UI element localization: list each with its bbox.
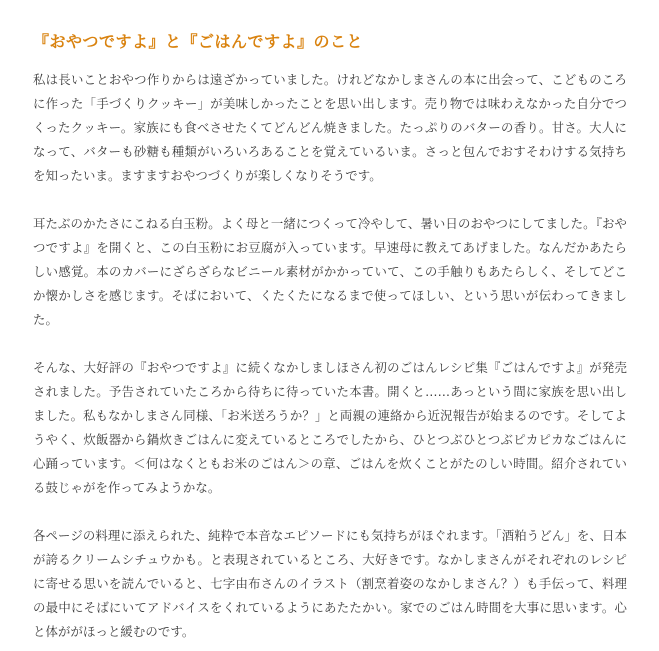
- paragraph-gohan-desuyo: そんな、大好評の『おやつですよ』に続くなかしましほさん初のごはんレシピ集『ごはんですよ』が発売されました。予告されていたころから待ちに待っていた本書。開くと……あっという間に家族を思い出しました。私もなかしまさん同様、「お米送ろうか？」と両親の連絡から近況報告が始まるのです。そしてようやく、炊飯器から鍋炊きごはんに変えているところでしたから、ひとつぶひとつぶピカピカなごはんに心踊っています。＜何はなくともお米のごはん＞の章、ごはんを炊くことがたのしい時間。紹介されている鼓じゃがを作ってみようかな。: [33, 360, 627, 495]
- paragraph-episodes: 各ページの料理に添えられた、純粋で本音なエピソードにも気持ちがほぐれます。「酒粕うどん」を、日本が誇るクリームシチュウかも。と表現されているところ、大好きです。なかしまさんがそれぞれのレシピに寄せる思いを読んでいると、七字由布さんのイラスト（割烹着姿のなかしまさん？）も手伝って、料理の最中にそばにいてアドバイスをくれているようにあたたかい。家でのごはん時間を大事に思います。心と体ががほっと緩むのです。: [33, 528, 627, 639]
- article: [33, 30, 627, 644]
- paragraph-shiratama: 耳たぶのかたさにこねる白玉粉。よく母と一緒につくって冷やして、暑い日のおやつにしてました。『おやつですよ』を開くと、この白玉粉にお豆腐が入っています。早速母に教えてあげました。なんだかあたらしい感覚。本のカバーにざらざらなビニール素材がかかっていて、この手触りもあたらしく、そしてどこか懐かしさを感じます。そばにおいて、くたくたになるまで使ってほしい、という思いが伝わってきました。: [33, 216, 627, 327]
- article-title: 『おやつですよ』と『ごはんですよ』のこと: [33, 32, 364, 51]
- paragraph-oyatsu-memories: 私は長いことおやつ作りからは遠ざかっていました。けれどなかしまさんの本に出会って、こどものころに作った「手づくりクッキー」が美味しかったことを思い出します。売り物では味わえなかった自分でつくったクッキー。家族にも食べさせたくてどんどん焼きました。たっぷりのバターの香り。甘さ。大人になって、バターも砂糖も種類がいろいろあることを覚えているいま。さっと包んでおすそわけする気持ちを知ったいま。ますますおやつづくりが楽しくなりそうです。: [33, 72, 627, 183]
